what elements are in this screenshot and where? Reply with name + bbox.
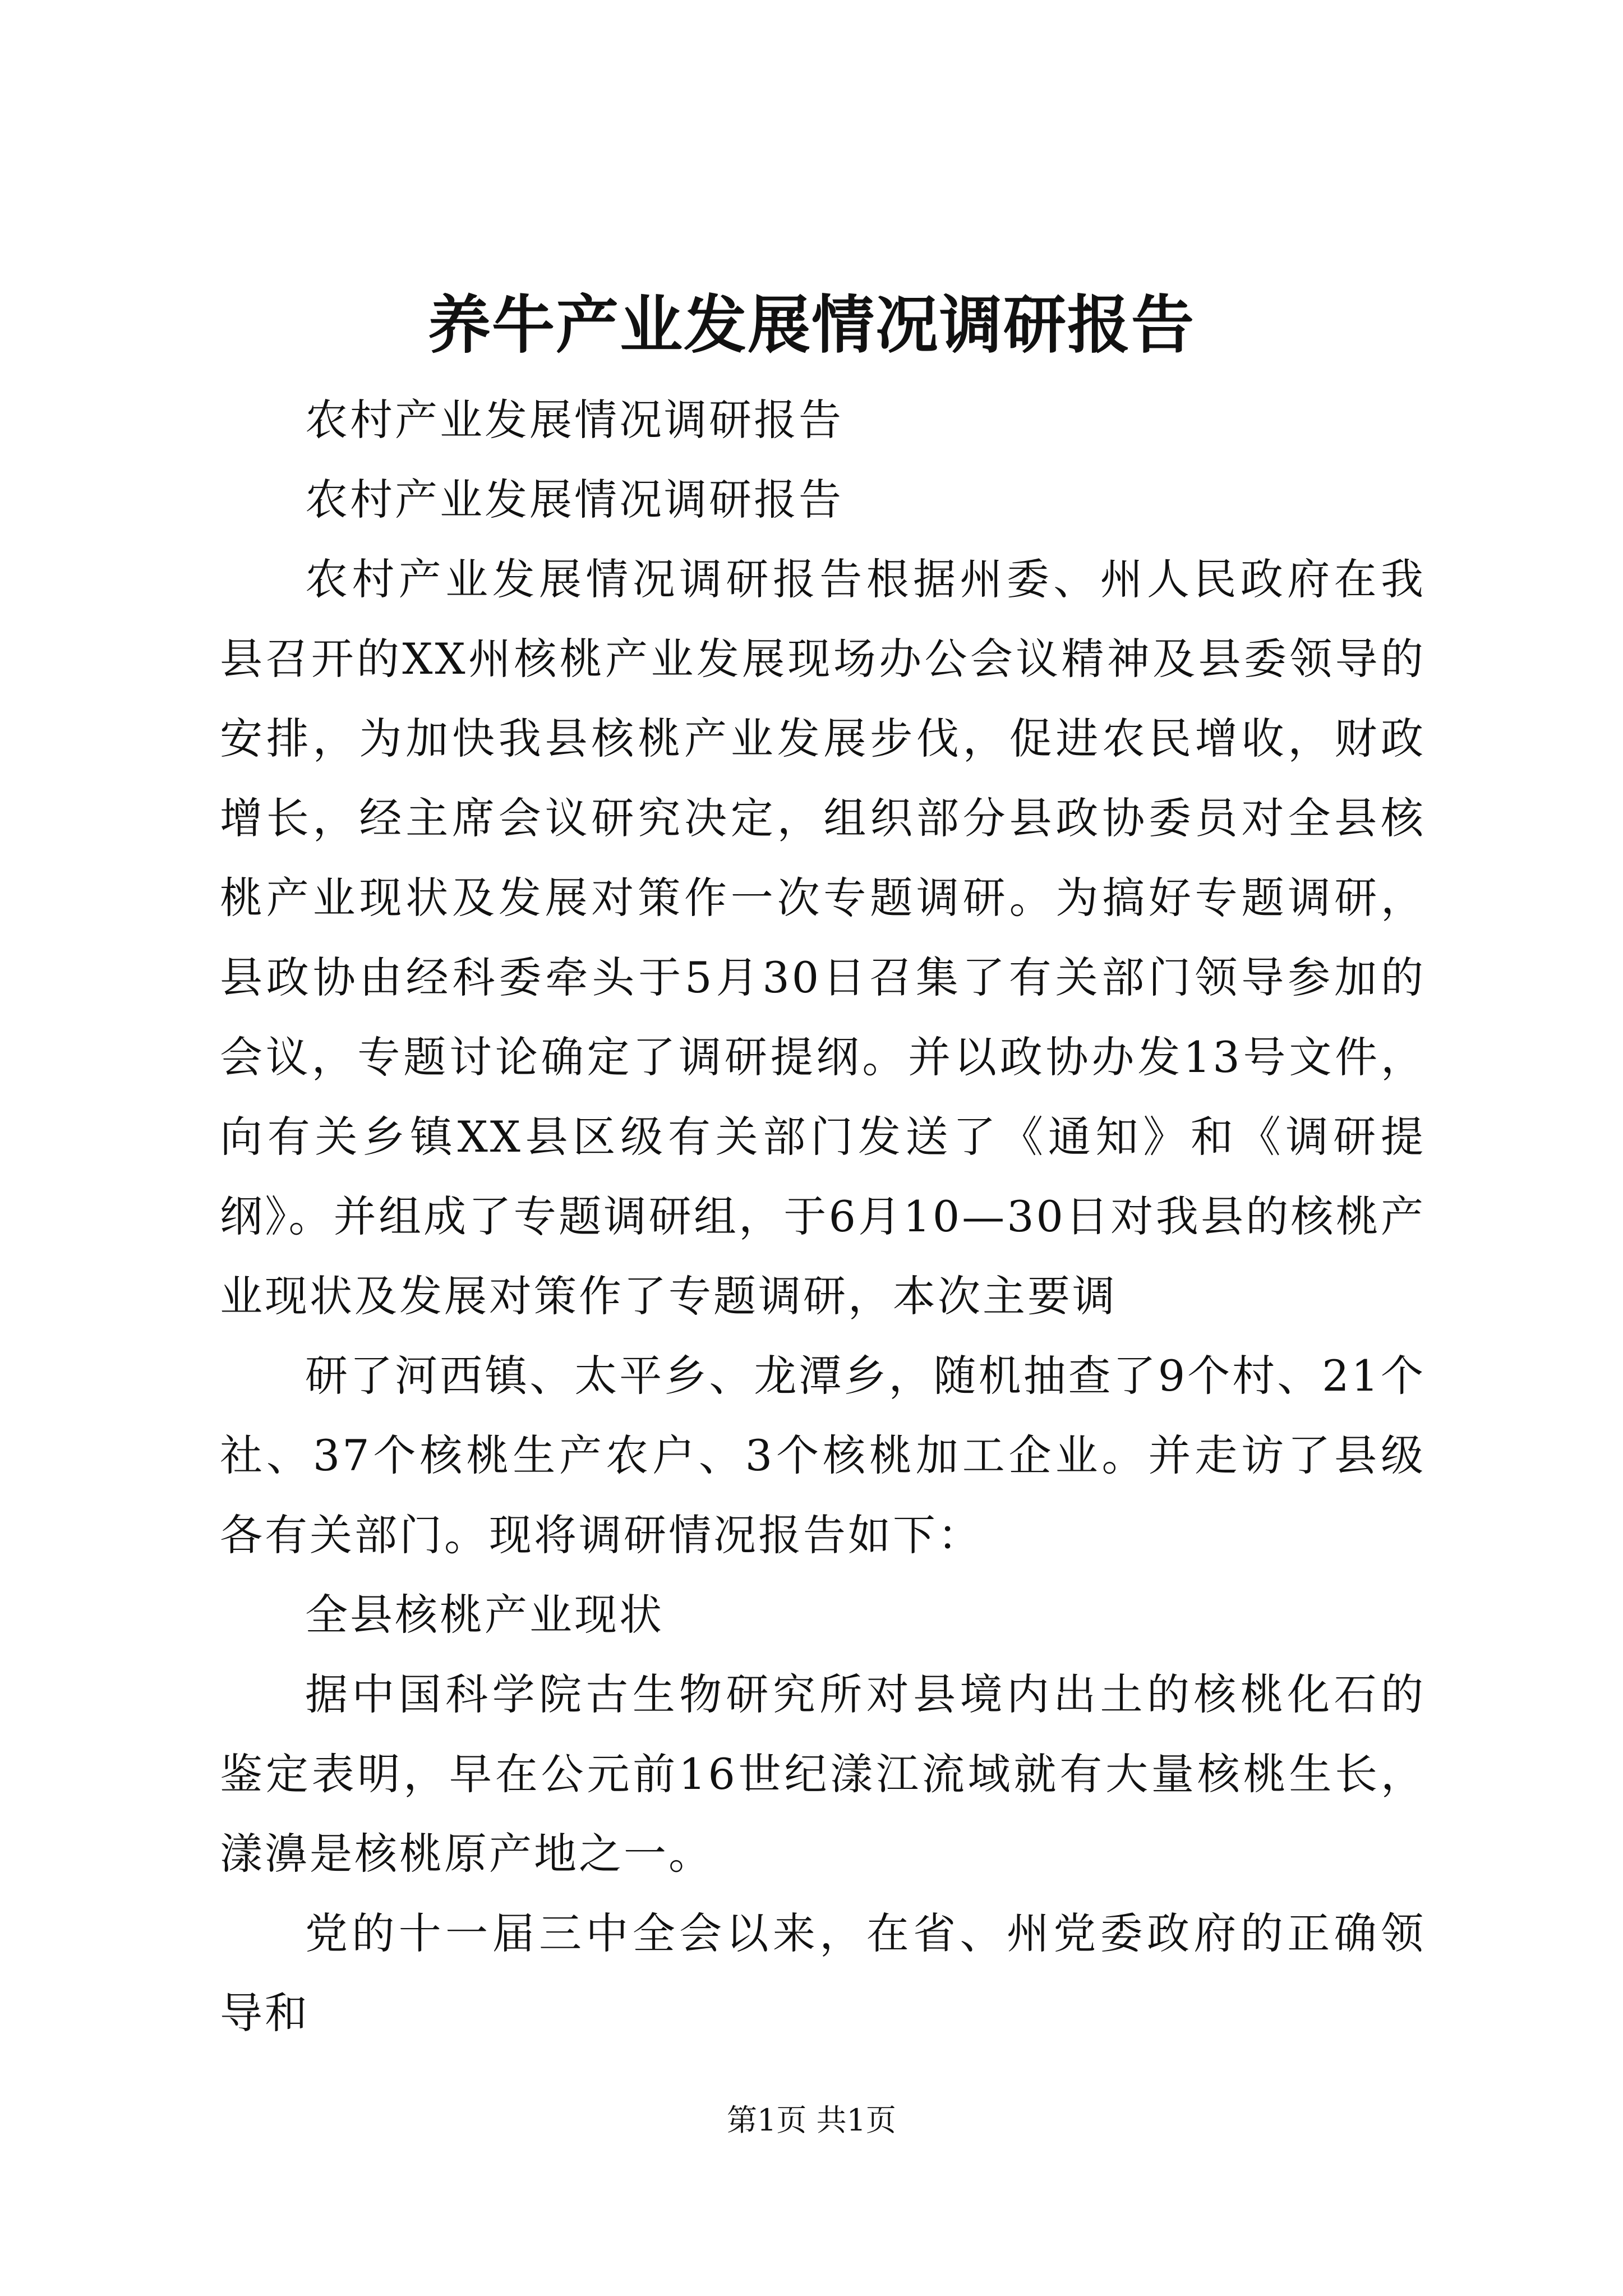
- document-title: 养牛产业发展情况调研报告: [428, 288, 1195, 362]
- document-body: [220, 380, 1426, 2053]
- paragraph: 研了河西镇、太平乡、龙潭乡，随机抽查了9个村、21个社、37个核桃生产农户、3个核桃加工企业。并走访了县级各有关部门。现将调研情况报告如下：: [220, 1351, 1426, 1560]
- paragraph: 农村产业发展情况调研报告根据州委、州人民政府在我县召开的XX州核桃产业发展现场办公会议精神及县委领导的安排，为加快我县核桃产业发展步伐，促进农民增收，财政增长，经主席会议研究决定，组织部分县政协委员对全县核桃产业现状及发展对策作一次专题调研。为搞好专题调研，县政协由经科委牵头于5月30日召集了有关部门领导参加的会议，专题讨论确定了调研提纲。并以政协办发13号文件，向有关乡镇XX县区级有关部门发送了《通知》和《调研提纲》。并组成了专题调研组，于6月10—30日对我县的核桃产业现状及发展对策作了专题调研，本次主要调: [220, 554, 1426, 1321]
- paragraph: 据中国科学院古生物研究所对县境内出土的核桃化石的鉴定表明，早在公元前16世纪漾江流域就有大量核桃生长，漾濞是核桃原产地之一。: [220, 1669, 1426, 1879]
- paragraph: 农村产业发展情况调研报告: [305, 395, 843, 445]
- paragraph: 全县核桃产业现状: [305, 1590, 664, 1640]
- paragraph: 农村产业发展情况调研报告: [305, 475, 843, 524]
- page-footer: 第1页 共1页: [727, 2102, 896, 2138]
- paragraph: 党的十一届三中全会以来，在省、州党委政府的正确领导和: [220, 1908, 1426, 2038]
